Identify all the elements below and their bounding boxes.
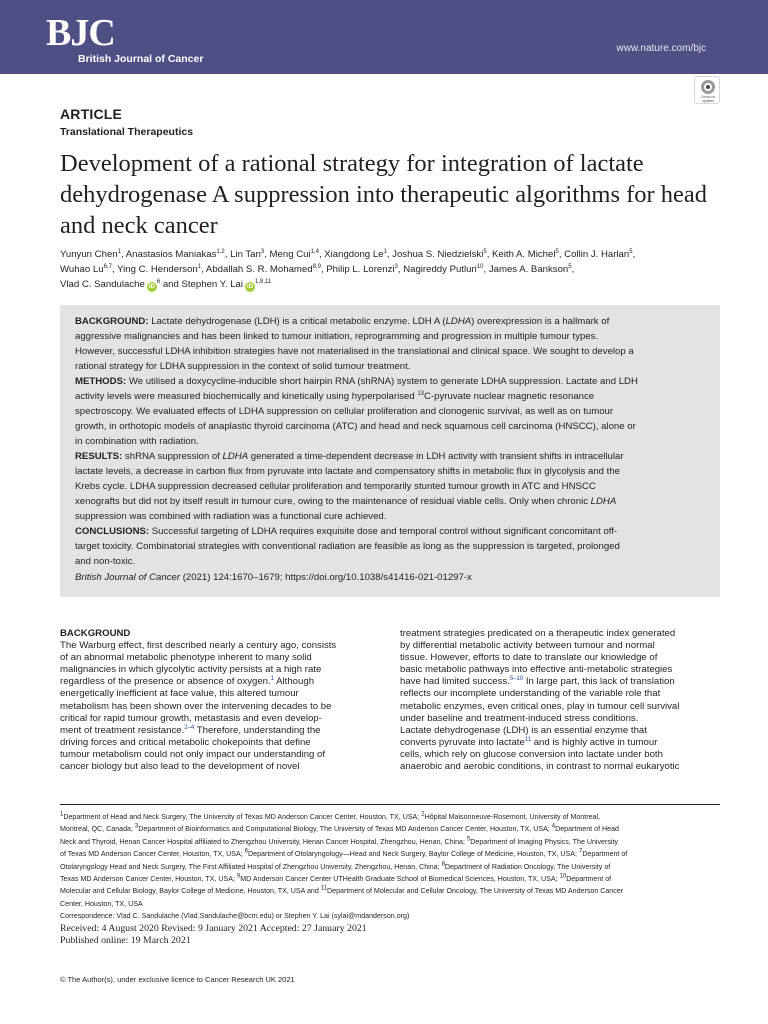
- text-span: Center, Houston, TX, USA: [60, 899, 143, 908]
- affiliation-line: [60, 898, 720, 910]
- text-span: in combination with radiation.: [75, 436, 199, 447]
- superscript: 13: [417, 390, 425, 397]
- affiliation-line: [60, 848, 720, 860]
- text-span: Department of Head: [555, 825, 619, 834]
- superscript: 9: [236, 873, 241, 880]
- body-line: [60, 737, 378, 749]
- text-span: activity levels were measured biochemically and kinetically using hyperpolarised: [75, 391, 418, 402]
- text-span: We utilised a doxycycline-inducible short hairpin RNA (shRNA) system to generate LDHA suppression. Lactate and LDH: [126, 376, 638, 387]
- affiliation-line: [60, 836, 720, 848]
- text-span: shRNA suppression of: [122, 451, 223, 462]
- superscript: 3: [260, 248, 265, 255]
- text-span: Department of Imaging Physics, The University: [470, 837, 618, 846]
- text-span: Lactate dehydrogenase (LDH) is a critical metabolic enzyme. LDH A (: [148, 316, 446, 327]
- superscript: 3: [134, 824, 139, 831]
- text-span: energetically inefficient at face value, this altered tumour: [60, 688, 299, 700]
- superscript: 3: [394, 263, 398, 270]
- superscript: 1,4: [310, 248, 319, 255]
- text-span: , Collin J. Harlan: [558, 249, 630, 260]
- author-line: [60, 247, 716, 262]
- text-span: lactate levels, a decrease in carbon flux from pyruvate into lactate and compensatory shifts in metabolic flux in glycolysis and the: [75, 466, 620, 477]
- text-span: , Xiangdong Le: [318, 249, 384, 260]
- text-span: tumour metabolism could not only impact our understanding of: [60, 748, 326, 760]
- abstract-line: [75, 419, 705, 434]
- superscript: 5: [568, 263, 572, 270]
- text-span: suppression was combined with radiation was a functional cure achieved.: [75, 511, 387, 522]
- superscript: 6,7: [103, 263, 112, 270]
- body-line: [60, 628, 378, 640]
- text-span: reflects our incomplete understanding of the variable role that: [400, 688, 661, 700]
- body-line: [400, 628, 718, 640]
- bold-label: CONCLUSIONS:: [75, 526, 150, 537]
- text-span: Texas MD Anderson Cancer Center, Houston, TX, USA;: [60, 875, 237, 884]
- superscript: 11: [320, 886, 327, 893]
- superscript: 7: [578, 848, 583, 855]
- body-line: [400, 664, 718, 676]
- abstract-line: [75, 344, 705, 359]
- superscript: 10: [559, 873, 567, 880]
- footnote-divider: [60, 804, 720, 805]
- superscript: 2: [421, 811, 425, 818]
- abstract-line: [75, 434, 705, 449]
- text-span: Otolaryngology Head and Neck Surgery, The First Affiliated Hospital of Zhengzhou University, Zhengzhou, Henan, China;: [60, 862, 442, 871]
- text-span: Krebs cycle. LDHA suppression decreased cellular proliferation and temporarily stunted tumour growth in ATC and HNSCC: [75, 481, 596, 492]
- subject-category: Translational Therapeutics: [60, 126, 194, 138]
- abstract-line: [75, 464, 705, 479]
- text-span: , Nagireddy Putluri: [397, 264, 477, 275]
- text-span: Vlad C. Sandulache: [60, 279, 145, 290]
- text-span: of Texas MD Anderson Cancer Center, Houston, TX, USA;: [60, 850, 245, 859]
- text-span: , Anastasios Maniakas: [120, 249, 217, 260]
- text-span: converts pyruvate into lactate: [400, 736, 525, 748]
- text-span: Department of Bioinformatics and Computational Biology, The University of Texas MD Anderson Cancer Center, Houston, TX, USA;: [138, 825, 552, 834]
- body-line: [400, 676, 718, 688]
- text-span: MD Anderson Cancer Center UTHealth Graduate School of Biomedical Sciences, Houston, TX, USA;: [240, 875, 560, 884]
- affiliation-line: [60, 873, 720, 885]
- superscript: 1: [197, 263, 202, 270]
- author-line: [60, 277, 716, 292]
- superscript: 4: [551, 824, 556, 831]
- text-span: ,: [632, 249, 636, 260]
- text-span: metabolic enzymes, even critical ones, play in tumour cell survival: [400, 700, 680, 712]
- article-dates: [60, 923, 367, 947]
- article-title: Development of a rational strategy for integration of lactate dehydrogenase A suppression into therapeutic algorithms for head and neck cancer: [60, 150, 708, 239]
- superscript: 1: [60, 811, 64, 818]
- text-span: metabolism has been shown over the intervening decades to be: [60, 700, 332, 712]
- abstract-line: [75, 554, 705, 569]
- text-span: In large part, this lack of translation: [523, 676, 675, 688]
- superscript: 5: [466, 836, 471, 843]
- text-span: spectroscopy. We evaluated effects of LDHA suppression on cellular proliferation and clonogenic survival, as well as on tumour: [75, 406, 614, 417]
- text-span: cells, which rely on glucose conversion into lactate under both: [400, 748, 663, 760]
- abstract-box: [60, 305, 720, 597]
- text-span: generated a time-dependent decrease in LDH activity with transient shifts in intracellular: [248, 451, 624, 462]
- journal-url-link[interactable]: www.nature.com/bjc: [616, 43, 706, 54]
- journal-name: British Journal of Cancer: [78, 53, 204, 65]
- bold-label: RESULTS:: [75, 451, 123, 462]
- text-span: Neck and Thyroid, Henan Cancer Hospital affiliated to Zhengzhou University, Henan Cancer Hospital, Zhengzhou, Henan, China;: [60, 837, 467, 846]
- text-span: of an abnormal metabolic phenotype inherent to many solid: [60, 652, 312, 664]
- body-line: [60, 676, 378, 688]
- body-line: [60, 749, 378, 761]
- italic-term: British Journal of Cancer: [75, 572, 181, 583]
- body-line: [400, 713, 718, 725]
- text-span: basic metabolic pathways into effective anti-metabolic strategies: [400, 664, 673, 676]
- text-span: and is highly active in tumour: [531, 736, 658, 748]
- text-span: Successful targeting of LDHA requires exquisite dose and temporal control without significant concomitant off-: [149, 526, 618, 537]
- journal-header-bar: [0, 0, 768, 74]
- superscript: 10: [476, 263, 484, 270]
- superscript: 6: [156, 278, 161, 285]
- text-span: Department of Radiation Oncology, The University of: [444, 862, 611, 871]
- orcid-icon[interactable]: iD: [148, 284, 155, 290]
- body-line: [400, 701, 718, 713]
- italic-term: LDHA: [590, 496, 617, 507]
- text-span: growth, in orthotopic models of anaplastic thyroid carcinoma (ATC) and head and neck squamous cell carcinoma (HNSCC), alone or: [75, 421, 636, 432]
- affiliation-line: [60, 910, 720, 922]
- affiliations-footnote: [60, 811, 720, 923]
- body-line: [400, 640, 718, 652]
- text-span: xenografts but did not by itself result in tumour cure, owing to the maintenance of residual viable cells. Only when chronic: [75, 496, 591, 507]
- superscript: 1,2: [216, 248, 225, 255]
- superscript: 5: [555, 248, 559, 255]
- body-line: [60, 725, 378, 737]
- abstract-line: [75, 314, 705, 329]
- published-online-date: Published online: 19 March 2021: [60, 935, 191, 946]
- text-span: Correspondence: Vlad C. Sandulache (Vlad.Sandulache@bcm.edu) or Stephen Y. Lai (sylai@mdanderson.org): [60, 912, 410, 921]
- text-span: , Philip L. Lorenzi: [320, 264, 395, 275]
- text-span: Lactate dehydrogenase (LDH) is an essential enzyme that: [400, 724, 647, 736]
- text-span: ) overexpression is a hallmark of: [471, 316, 610, 327]
- article-type-label: ARTICLE: [60, 106, 123, 122]
- abstract-line: [75, 374, 705, 389]
- text-span: rational strategy for LDHA suppression in the context of solid tumour treatment.: [75, 361, 411, 372]
- text-span: and Stephen Y. Lai: [160, 279, 244, 290]
- text-span: critical for rapid tumour growth, metastasis and even develop-: [60, 712, 322, 724]
- text-span: , Keith A. Michel: [486, 249, 556, 260]
- author-list: [60, 247, 716, 292]
- superscript: 5: [629, 248, 633, 255]
- superscript: 5: [483, 248, 487, 255]
- abstract-line: [75, 509, 705, 524]
- body-line: [400, 749, 718, 761]
- text-span: , Joshua S. Niedzielski: [386, 249, 484, 260]
- superscript: 1: [117, 248, 121, 255]
- text-span: , Lin Tan: [224, 249, 261, 260]
- abstract-line: [75, 404, 705, 419]
- text-span: regardless of the presence or absence of oxygen.: [60, 676, 271, 688]
- citation-line: [75, 572, 472, 583]
- text-span: ment of treatment resistance.: [60, 724, 185, 736]
- abstract-line: [75, 524, 705, 539]
- reference-citation[interactable]: 11: [524, 736, 532, 743]
- bold-label: BACKGROUND:: [75, 316, 149, 327]
- text-span: (2021) 124:1670–1679; https://doi.org/10.1038/s41416-021-01297-x: [180, 572, 472, 583]
- text-span: aggressive malignancies and has been linked to tumour initiation, reprogramming and progression in multiple tumour types.: [75, 331, 599, 342]
- body-line: [400, 652, 718, 664]
- abstract-line: [75, 479, 705, 494]
- text-span: Hôpital Maisonneuve-Rosemont, University of Montreal,: [424, 813, 601, 821]
- text-span: tissue. However, efforts to date to translate our knowledge of: [400, 652, 658, 664]
- reference-citation[interactable]: 2–4: [184, 724, 195, 731]
- superscript: 6: [244, 848, 249, 855]
- text-span: target toxicity. Combinatorial strategies with conventional radiation are feasible as long as the suppression is targeted, prolonged: [75, 541, 620, 552]
- text-span: ,: [571, 264, 575, 275]
- reference-citation[interactable]: 1: [270, 676, 275, 683]
- affiliation-line: [60, 811, 720, 823]
- body-line: [60, 688, 378, 700]
- superscript: 8: [441, 861, 445, 868]
- body-column-right: [400, 628, 718, 773]
- check-updates-label: Check for updates: [700, 95, 716, 103]
- affiliation-line: [60, 885, 720, 897]
- text-span: Molecular and Cellular Biology, Baylor College of Medicine, Houston, TX, USA and: [60, 887, 321, 896]
- text-span: , Abdallah S. R. Mohamed: [201, 264, 313, 275]
- text-span: Wuhao Lu: [60, 264, 104, 275]
- affiliation-line: [60, 823, 720, 835]
- body-line: [400, 688, 718, 700]
- copyright-notice: © The Author(s), under exclusive licence to Cancer Research UK 2021: [60, 975, 295, 984]
- text-span: have had limited success.: [400, 676, 510, 688]
- text-span: Department of: [566, 875, 612, 884]
- superscript: 1,8,11: [255, 278, 272, 285]
- body-line: [400, 725, 718, 737]
- italic-term: LDHA: [222, 451, 249, 462]
- journal-logo: BJC: [46, 12, 115, 54]
- text-span: Yunyun Chen: [60, 249, 118, 260]
- abstract-line: [75, 449, 705, 464]
- check-for-updates-badge[interactable]: [694, 76, 720, 104]
- reference-citation[interactable]: 5–10: [509, 676, 524, 683]
- text-span: malignancies in which glycolytic activity persists at a high rate: [60, 664, 322, 676]
- body-line: [60, 713, 378, 725]
- text-span: The Warburg effect, first described nearly a century ago, consists: [60, 640, 337, 652]
- text-span: treatment strategies predicated on a therapeutic index generated: [400, 628, 676, 639]
- text-span: Department of Head and Neck Surgery, The University of Texas MD Anderson Cancer Center, Houston, TX, USA;: [63, 813, 422, 821]
- text-span: Although: [274, 676, 315, 688]
- body-column-left: [60, 628, 378, 773]
- superscript: 1: [383, 248, 387, 255]
- body-line: [400, 761, 718, 773]
- abstract-line: [75, 494, 705, 509]
- text-span: Montreal, QC, Canada;: [60, 825, 135, 834]
- bold-label: METHODS:: [75, 376, 127, 387]
- abstract-text: [75, 314, 705, 569]
- body-line: [60, 701, 378, 713]
- text-span: , James A. Bankson: [483, 264, 569, 275]
- abstract-line: [75, 389, 705, 404]
- text-span: However, successful LDHA inhibition strategies have not materialised in the translational and clinical space. We sought to develop a: [75, 346, 634, 357]
- body-line: [400, 737, 718, 749]
- text-span: under baseline and treatment-induced stress conditions.: [400, 712, 639, 724]
- text-span: Therefore, understanding the: [194, 724, 321, 736]
- text-span: Department of Otolaryngology—Head and Neck Surgery, Baylor College of Medicine, Houston, TX, USA;: [248, 850, 579, 859]
- text-span: driving forces and critical metabolic chokepoints that define: [60, 736, 311, 748]
- affiliation-line: [60, 861, 720, 873]
- text-span: anaerobic and aerobic conditions, in contrast to normal eukaryotic: [400, 761, 680, 773]
- text-span: Department of: [582, 850, 628, 859]
- abstract-line: [75, 359, 705, 374]
- text-span: Department of Molecular and Cellular Oncology, The University of Texas MD Anderson Cancer: [327, 887, 624, 896]
- text-span: , Meng Cui: [264, 249, 311, 260]
- abstract-line: [75, 329, 705, 344]
- italic-term: LDHA: [445, 316, 472, 327]
- body-line: [60, 640, 378, 652]
- text-span: C-pyruvate nuclear magnetic resonance: [424, 391, 595, 402]
- superscript: 8,9: [312, 263, 321, 270]
- body-line: [60, 761, 378, 773]
- bold-label: BACKGROUND: [60, 628, 131, 639]
- received-revised-accepted-dates: Received: 4 August 2020 Revised: 9 January 2021 Accepted: 27 January 2021: [60, 923, 367, 934]
- check-updates-icon: [701, 80, 715, 94]
- body-line: [60, 664, 378, 676]
- author-line: [60, 262, 716, 277]
- abstract-line: [75, 539, 705, 554]
- orcid-icon[interactable]: iD: [247, 284, 254, 290]
- text-span: and non-toxic.: [75, 556, 136, 567]
- body-line: [60, 652, 378, 664]
- text-span: by differential metabolic activity between tumour and normal: [400, 640, 655, 652]
- text-span: , Ying C. Henderson: [111, 264, 198, 275]
- text-span: cancer biology but also lead to the development of novel: [60, 761, 300, 773]
